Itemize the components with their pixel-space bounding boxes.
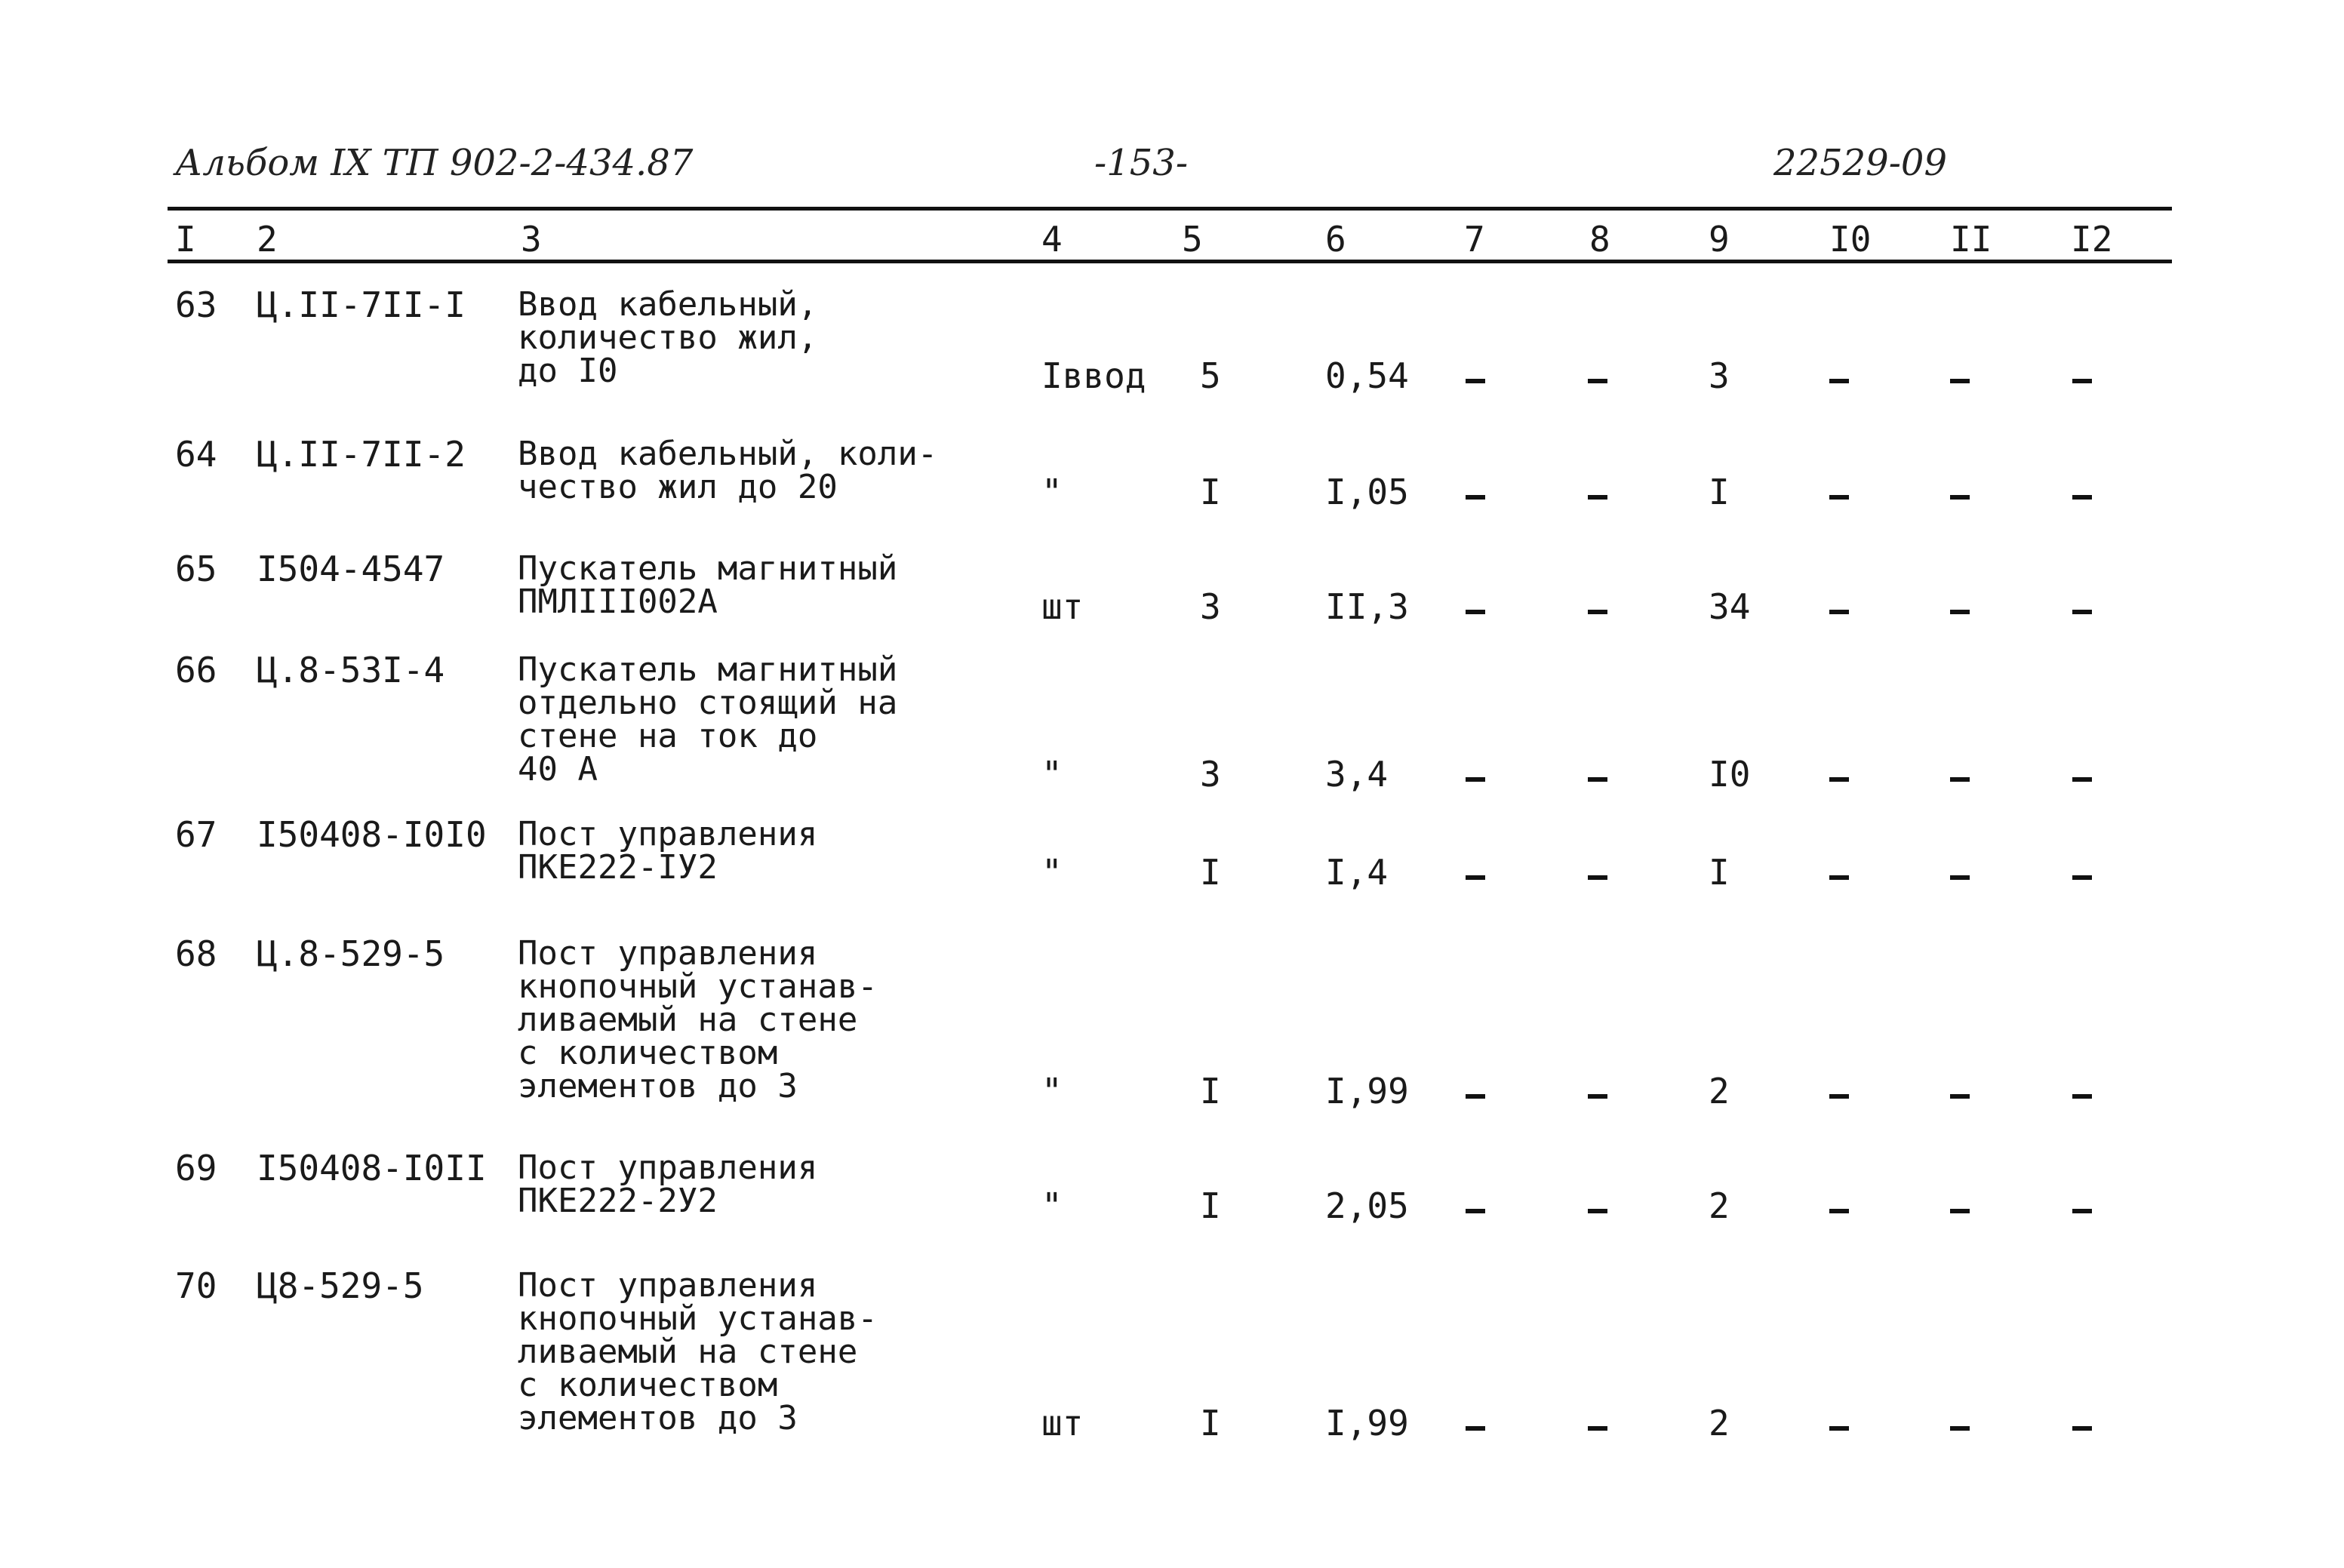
item-description: Ввод кабельный, коли- чество жил до 20	[518, 435, 938, 506]
dash-c12	[2072, 1094, 2092, 1099]
dash-c12	[2072, 610, 2092, 614]
column-number: 4	[1041, 219, 1063, 260]
quantity: I	[1200, 852, 1221, 893]
item-code: Ц.II-7II-I	[257, 284, 466, 325]
dash-c8	[1588, 875, 1607, 880]
dash-c12	[2072, 1209, 2092, 1213]
row-number: 64	[175, 434, 217, 475]
value-col-9: 3	[1709, 355, 1730, 396]
value-col-9: I	[1709, 472, 1730, 512]
value-col-6: II,3	[1325, 586, 1409, 627]
quantity: I	[1200, 472, 1221, 512]
value-col-9: 2	[1709, 1185, 1730, 1226]
item-description: Пост управления кнопочный устанав- ливаемый на стене с количеством элементов до 3	[518, 934, 878, 1105]
item-code: Ц.8-53I-4	[257, 650, 445, 690]
dash-c7	[1466, 1094, 1485, 1099]
dash-c7	[1466, 777, 1485, 782]
column-number: I	[175, 219, 196, 260]
item-description: Ввод кабельный, количество жил, до I0	[518, 285, 818, 390]
unit: шт	[1041, 586, 1084, 627]
dash-c12	[2072, 379, 2092, 383]
dash-c11	[1950, 777, 1970, 782]
column-number: 6	[1325, 219, 1346, 260]
document-code: 22529-09	[1773, 142, 1947, 184]
value-col-9: I0	[1709, 754, 1751, 795]
item-code: I504-4547	[257, 549, 445, 589]
quantity: I	[1200, 1071, 1221, 1111]
dash-c12	[2072, 777, 2092, 782]
dash-c11	[1950, 1426, 1970, 1431]
column-number: I2	[2071, 219, 2113, 260]
column-number: 7	[1464, 219, 1485, 260]
unit: "	[1041, 852, 1063, 893]
dash-c12	[2072, 495, 2092, 500]
dash-c11	[1950, 875, 1970, 880]
row-number: 68	[175, 933, 217, 974]
item-description: Пост управления кнопочный устанав- ливаемый на стене с количеством элементов до 3	[518, 1266, 878, 1437]
row-number: 67	[175, 814, 217, 855]
value-col-9: I	[1709, 852, 1730, 893]
quantity: 5	[1200, 355, 1221, 396]
page-number: -153-	[1094, 142, 1189, 184]
item-code: Ц.8-529-5	[257, 933, 445, 974]
value-col-9: 2	[1709, 1071, 1730, 1111]
dash-c7	[1466, 1426, 1485, 1431]
dash-c11	[1950, 1094, 1970, 1099]
value-col-9: 2	[1709, 1403, 1730, 1443]
dash-c7	[1466, 1209, 1485, 1213]
item-description: Пост управления ПКЕ222-IУ2	[518, 815, 818, 887]
item-code: I50408-I0I0	[257, 814, 487, 855]
dash-c10	[1829, 1209, 1849, 1213]
dash-c8	[1588, 1094, 1607, 1099]
dash-c8	[1588, 495, 1607, 500]
column-number: 8	[1589, 219, 1610, 260]
dash-c8	[1588, 1209, 1607, 1213]
value-col-6: I,4	[1325, 852, 1389, 893]
dash-c10	[1829, 379, 1849, 383]
unit: Iввод	[1041, 355, 1146, 396]
dash-c10	[1829, 1094, 1849, 1099]
header-rule-top	[168, 207, 2172, 211]
item-code: Ц.II-7II-2	[257, 434, 466, 475]
dash-c7	[1466, 495, 1485, 500]
value-col-6: I,99	[1325, 1071, 1409, 1111]
dash-c8	[1588, 777, 1607, 782]
dash-c11	[1950, 1209, 1970, 1213]
value-col-6: 2,05	[1325, 1185, 1409, 1226]
dash-c10	[1829, 495, 1849, 500]
dash-c10	[1829, 610, 1849, 614]
dash-c11	[1950, 610, 1970, 614]
column-number: 9	[1709, 219, 1730, 260]
dash-c8	[1588, 610, 1607, 614]
dash-c10	[1829, 875, 1849, 880]
dash-c11	[1950, 379, 1970, 383]
quantity: 3	[1200, 586, 1221, 627]
dash-c7	[1466, 610, 1485, 614]
unit: шт	[1041, 1403, 1084, 1443]
unit: "	[1041, 1185, 1063, 1226]
dash-c12	[2072, 875, 2092, 880]
value-col-6: I,99	[1325, 1403, 1409, 1443]
column-number: 5	[1182, 219, 1203, 260]
header-rule-bottom	[168, 260, 2172, 263]
quantity: 3	[1200, 754, 1221, 795]
item-description: Пост управления ПКЕ222-2У2	[518, 1148, 818, 1220]
quantity: I	[1200, 1403, 1221, 1443]
item-description: Пускатель магнитный отдельно стоящий на стене на ток до 40 А	[518, 650, 898, 789]
dash-c10	[1829, 777, 1849, 782]
value-col-9: 34	[1709, 586, 1751, 627]
row-number: 63	[175, 284, 217, 325]
unit: "	[1041, 754, 1063, 795]
dash-c12	[2072, 1426, 2092, 1431]
item-description: Пускатель магнитный ПМЛIII002А	[518, 549, 898, 621]
column-number: I0	[1829, 219, 1872, 260]
dash-c8	[1588, 379, 1607, 383]
dash-c7	[1466, 875, 1485, 880]
item-code: I50408-I0II	[257, 1148, 487, 1188]
row-number: 66	[175, 650, 217, 690]
quantity: I	[1200, 1185, 1221, 1226]
row-number: 70	[175, 1265, 217, 1306]
column-number: II	[1950, 219, 1992, 260]
dash-c8	[1588, 1426, 1607, 1431]
unit: "	[1041, 1071, 1063, 1111]
row-number: 65	[175, 549, 217, 589]
item-code: Ц8-529-5	[257, 1265, 424, 1306]
dash-c11	[1950, 495, 1970, 500]
column-number: 2	[257, 219, 278, 260]
value-col-6: 0,54	[1325, 355, 1409, 396]
value-col-6: I,05	[1325, 472, 1409, 512]
column-number: 3	[521, 219, 542, 260]
unit: "	[1041, 472, 1063, 512]
dash-c7	[1466, 379, 1485, 383]
album-reference: Альбом IX ТП 902-2-434.87	[175, 142, 694, 184]
row-number: 69	[175, 1148, 217, 1188]
value-col-6: 3,4	[1325, 754, 1389, 795]
dash-c10	[1829, 1426, 1849, 1431]
